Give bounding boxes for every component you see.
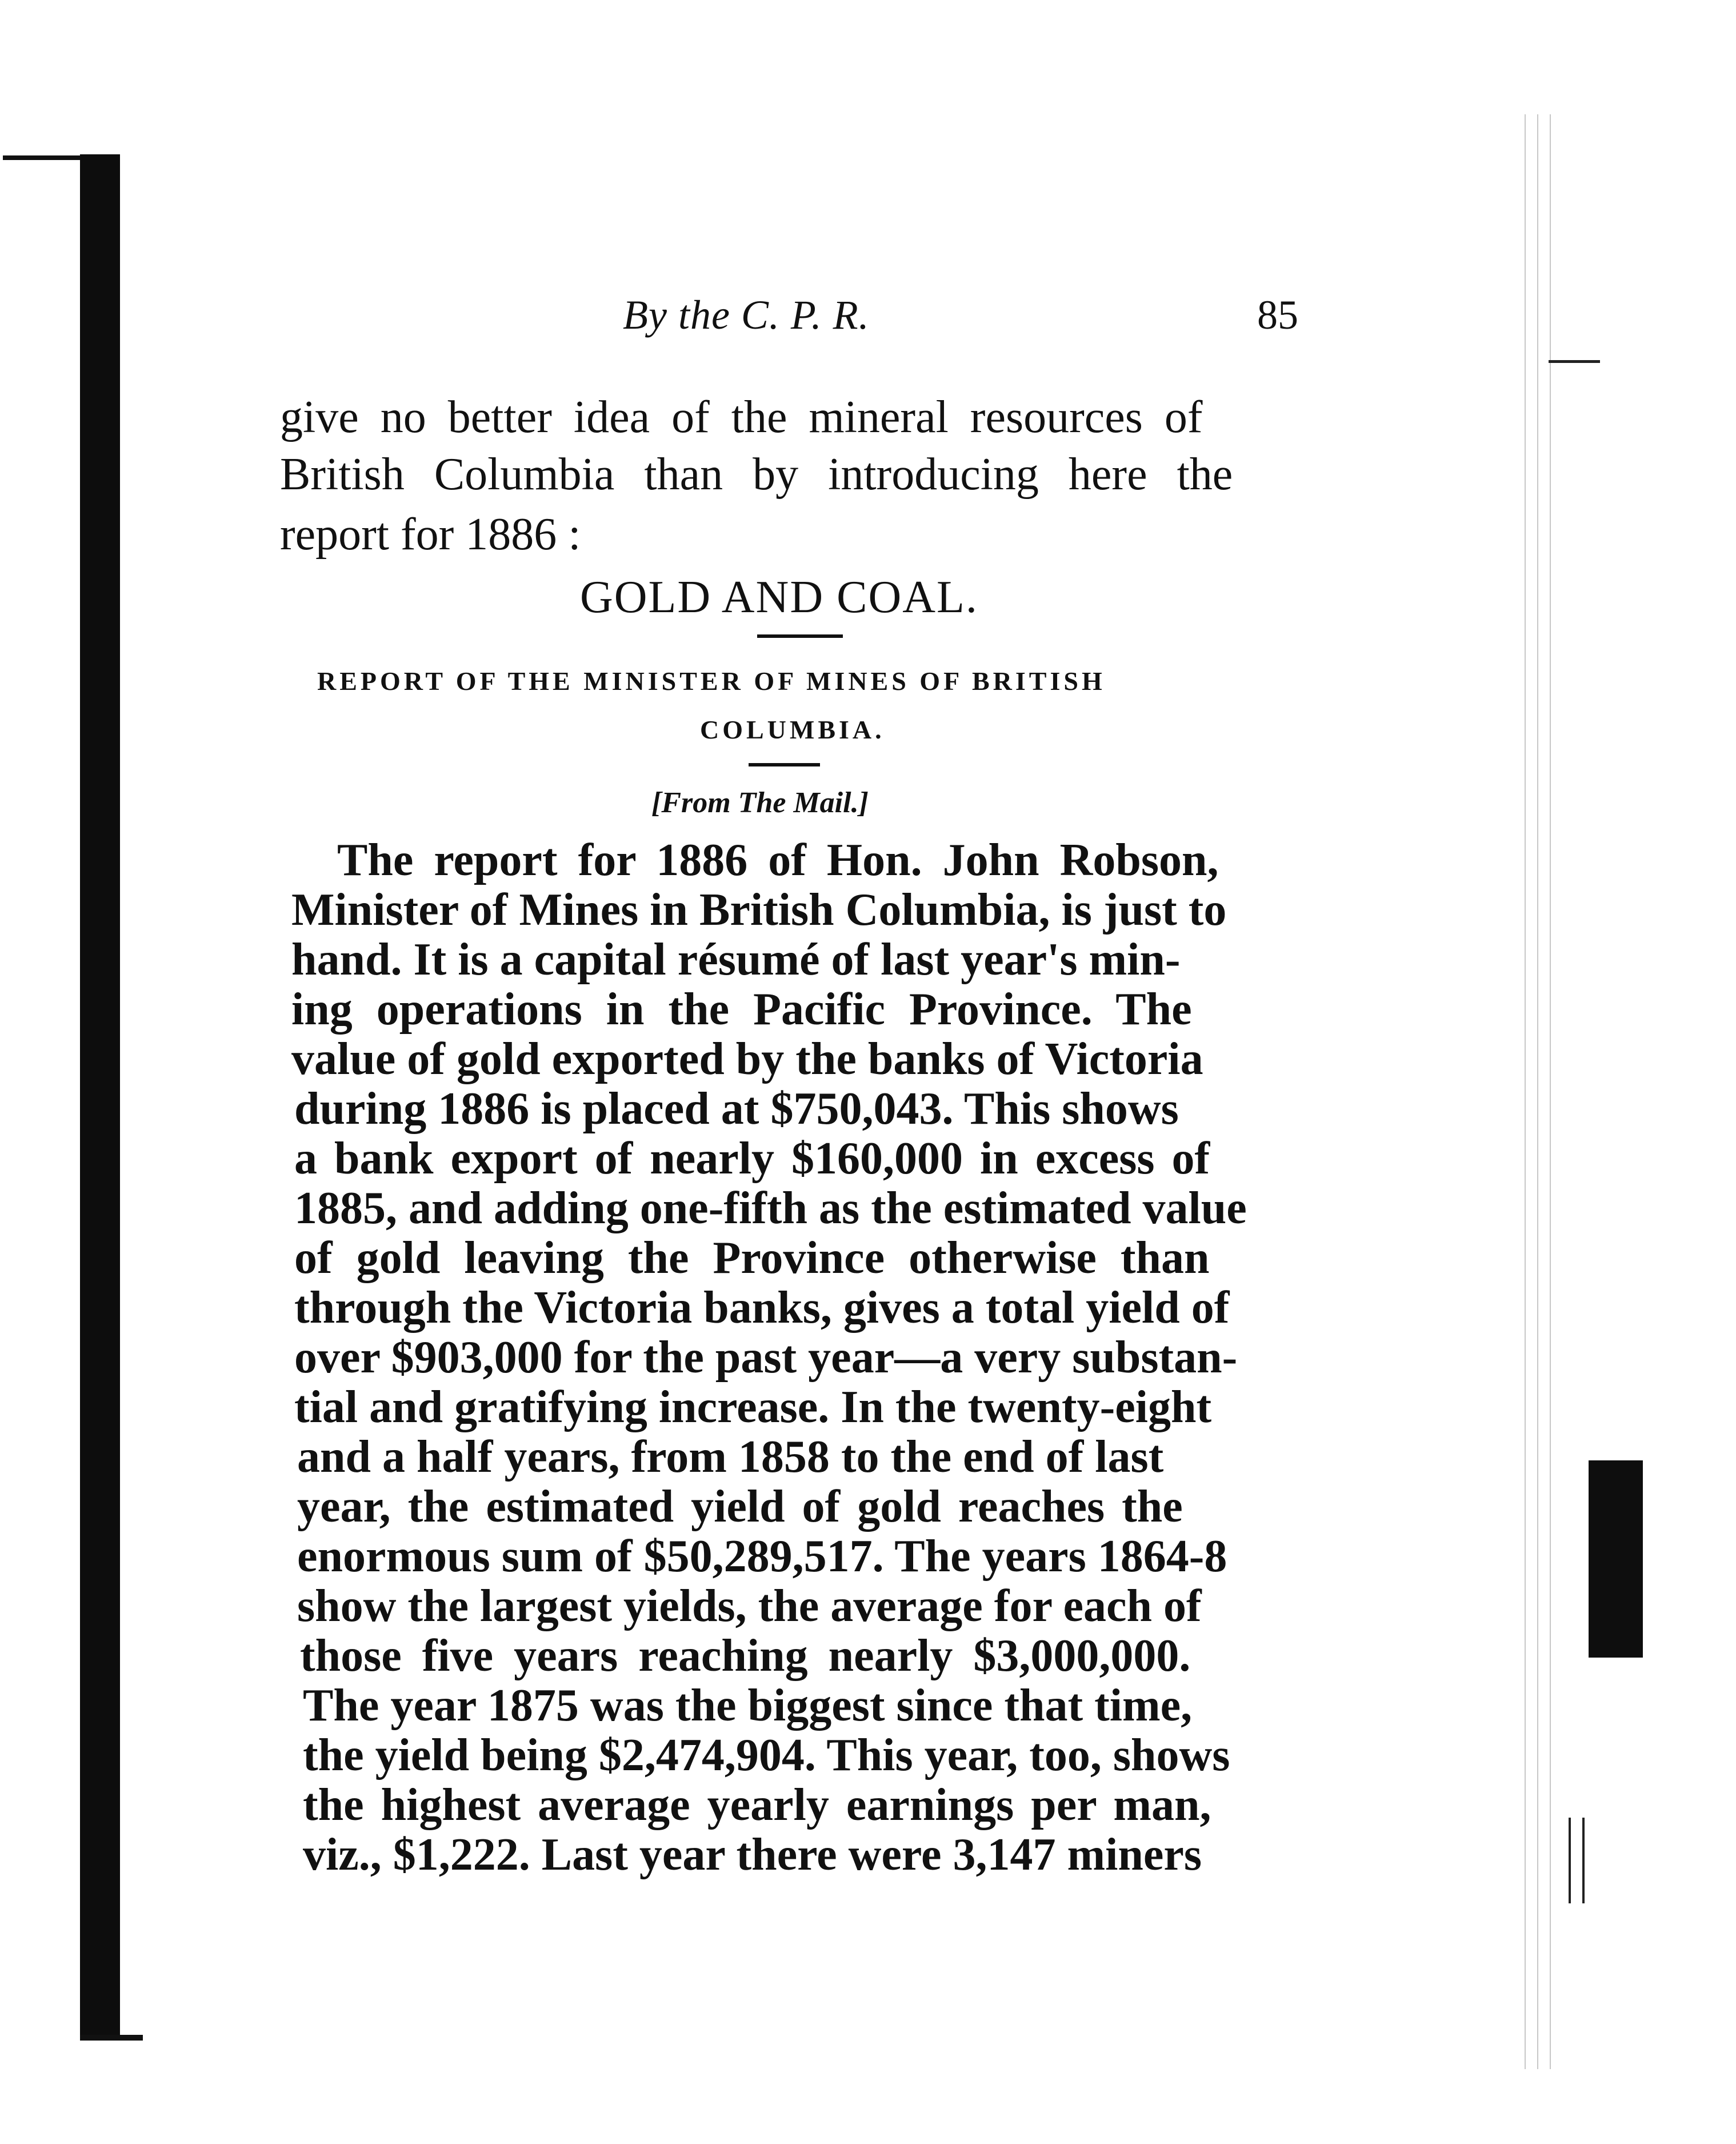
scan-edge-block bbox=[1589, 1460, 1643, 1658]
body-line: the highest average yearly earnings per man, bbox=[303, 1780, 1211, 1830]
rule-divider bbox=[757, 634, 843, 638]
section-title: GOLD AND COAL. bbox=[580, 572, 978, 622]
intro-line: give no better idea of the mineral resources of bbox=[280, 392, 1203, 442]
intro-line: report for 1886 : bbox=[280, 509, 581, 560]
scan-edge-mark bbox=[1549, 360, 1600, 363]
intro-line: British Columbia than by introducing here the bbox=[280, 449, 1233, 500]
body-line: through the Victoria banks, gives a total yield of bbox=[294, 1283, 1230, 1333]
body-line: year, the estimated yield of gold reaches the bbox=[297, 1482, 1183, 1532]
source-citation: [From The Mail.] bbox=[651, 786, 869, 819]
body-line: during 1886 is placed at $750,043. This shows bbox=[294, 1084, 1179, 1134]
body-line: a bank export of nearly $160,000 in excess of bbox=[294, 1133, 1210, 1184]
body-line: enormous sum of $50,289,517. The years 1864-8 bbox=[297, 1531, 1227, 1582]
body-line: 1885, and adding one-fifth as the estimated value bbox=[294, 1183, 1247, 1233]
body-line: Minister of Mines in British Columbia, is just to bbox=[291, 885, 1227, 935]
section-subtitle: REPORT OF THE MINISTER OF MINES OF BRITISH bbox=[317, 666, 1106, 696]
section-subtitle: COLUMBIA. bbox=[700, 715, 885, 744]
body-line: over $903,000 for the past year—a very substan- bbox=[294, 1332, 1238, 1383]
body-line: and a half years, from 1858 to the end of last bbox=[297, 1432, 1164, 1482]
body-line: hand. It is a capital résumé of last year's min- bbox=[291, 935, 1181, 985]
scan-binding-shadow bbox=[80, 154, 120, 2041]
body-line: the yield being $2,474,904. This year, too, shows bbox=[303, 1730, 1230, 1780]
body-line: ing operations in the Pacific Province. The bbox=[291, 984, 1192, 1035]
scan-edge-mark bbox=[1569, 1818, 1585, 1903]
scan-edge-mark bbox=[80, 2035, 143, 2041]
body-line: The report for 1886 of Hon. John Robson, bbox=[337, 835, 1219, 885]
rule-divider bbox=[749, 763, 820, 766]
body-line: viz., $1,222. Last year there were 3,147 miners bbox=[303, 1830, 1202, 1880]
page-number: 85 bbox=[1257, 292, 1298, 338]
body-line: The year 1875 was the biggest since that time, bbox=[303, 1680, 1193, 1731]
body-line: of gold leaving the Province otherwise than bbox=[294, 1233, 1210, 1283]
body-line: value of gold exported by the banks of Victoria bbox=[291, 1034, 1203, 1084]
body-line: tial and gratifying increase. In the twenty-eight bbox=[294, 1382, 1212, 1432]
body-line: those five years reaching nearly $3,000,000. bbox=[300, 1631, 1191, 1681]
running-head: By the C. P. R. bbox=[623, 292, 870, 338]
body-line: show the largest yields, the average for each of bbox=[297, 1581, 1202, 1631]
scan-page-edge bbox=[1520, 114, 1551, 2069]
